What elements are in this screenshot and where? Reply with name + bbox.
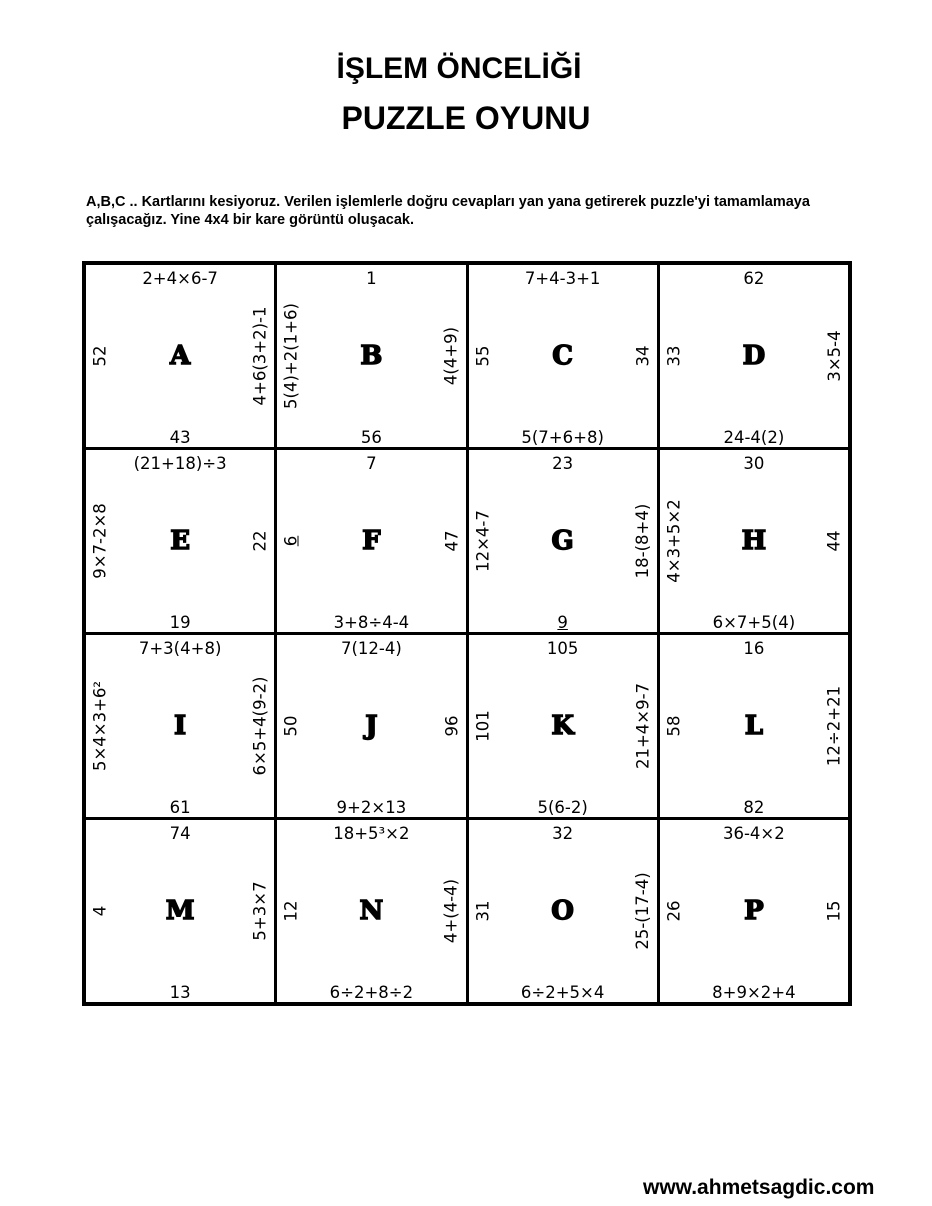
card-right-label: 6×5+4(9-2) [250, 676, 270, 776]
card-bottom-label: 6÷2+8÷2 [329, 983, 414, 1002]
card-right-label: 18-(8+4) [633, 503, 653, 579]
puzzle-card-l [660, 635, 848, 817]
card-letter: K [551, 711, 574, 741]
puzzle-card-g [469, 450, 657, 632]
card-letter: E [170, 526, 191, 556]
card-letter: F [362, 526, 381, 556]
card-top-label: 1 [366, 269, 377, 288]
puzzle-card-m [86, 820, 274, 1002]
card-letter: J [365, 711, 378, 741]
puzzle-grid [82, 261, 852, 1006]
card-bottom-label: 3+8÷4-4 [333, 613, 410, 632]
card-letter: N [359, 896, 384, 926]
card-letter: M [165, 896, 195, 926]
card-right-label: 3×5-4 [824, 330, 844, 382]
puzzle-card-c [469, 265, 657, 447]
puzzle-card-f [277, 450, 465, 632]
card-top-label: 36-4×2 [722, 824, 785, 843]
card-left-label: 31 [473, 900, 492, 922]
card-left-label: 52 [90, 345, 110, 367]
card-right-label: 44 [824, 530, 844, 552]
instructions-text: A,B,C .. Kartlarını kesiyoruz. Verilen işlemlerle doğru cevapları yan yana getirerek puzzle'yi tamamlamaya çalışacağız. Yine 4x4 bir kare görüntü oluşacak. [86, 194, 810, 228]
card-right-label: 15 [824, 900, 844, 922]
card-bottom-label: 24-4(2) [723, 428, 785, 447]
card-right-label: 47 [442, 530, 461, 552]
card-left-label: 4 [90, 905, 110, 917]
card-left-label: 4×3+5×2 [664, 499, 684, 583]
card-left-label: 5×4×3+6² [90, 680, 110, 772]
page-title-line1: İŞLEM ÖNCELİĞİ [336, 52, 582, 85]
card-right-label: 4(4+9) [442, 326, 461, 386]
website-footer: www.ahmetsagdic.com [643, 1176, 875, 1199]
card-left-label: 26 [664, 900, 684, 922]
card-right-label: 21+4×9-7 [633, 682, 653, 770]
card-top-label: 74 [169, 824, 191, 843]
card-top-label: 62 [743, 269, 765, 288]
card-left-label: 50 [281, 715, 301, 737]
card-bottom-label: 5(7+6+8) [521, 428, 604, 447]
card-letter: G [551, 526, 574, 556]
card-bottom-label: 61 [169, 798, 191, 817]
card-left-label: 33 [664, 345, 684, 367]
puzzle-card-h [660, 450, 848, 632]
card-top-label: 7(12-4) [340, 639, 402, 658]
puzzle-card-k [469, 635, 657, 817]
card-top-label: (21+18)÷3 [133, 454, 227, 473]
card-bottom-label: 43 [169, 428, 191, 447]
card-top-label: 16 [743, 639, 765, 658]
card-left-label: 58 [664, 715, 684, 737]
puzzle-card-p [660, 820, 848, 1002]
card-letter: L [744, 711, 764, 741]
card-bottom-label: 13 [169, 983, 191, 1002]
card-bottom-label: 8+9×2+4 [712, 983, 796, 1002]
puzzle-card-i [86, 635, 274, 817]
card-letter: O [551, 896, 574, 926]
card-letter: D [742, 341, 766, 371]
card-left-label: 9×7-2×8 [90, 503, 110, 579]
puzzle-card-j [277, 635, 465, 817]
card-bottom-label: 9 [557, 613, 568, 632]
card-left-label: 55 [473, 345, 492, 367]
puzzle-card-n [277, 820, 465, 1002]
card-bottom-label: 6÷2+5×4 [520, 983, 605, 1002]
card-top-label: 105 [546, 639, 579, 658]
puzzle-card-e [86, 450, 274, 632]
card-bottom-label: 19 [169, 613, 191, 632]
card-top-label: 18+5³×2 [333, 824, 410, 843]
card-left-label: 5(4)+2(1+6) [281, 303, 301, 409]
card-right-label: 25-(17-4) [633, 872, 653, 950]
card-left-label: 6 [281, 535, 301, 547]
card-bottom-label: 5(6-2) [537, 798, 588, 817]
card-right-label: 5+3×7 [250, 881, 270, 941]
card-letter: B [360, 341, 383, 371]
page-title-line2: PUZZLE OYUNU [341, 100, 591, 136]
card-right-label: 4+6(3+2)-1 [250, 306, 270, 406]
puzzle-card-b [277, 265, 465, 447]
card-letter: I [174, 711, 187, 741]
card-letter: P [744, 896, 764, 926]
card-left-label: 12 [281, 900, 301, 922]
card-top-label: 7 [366, 454, 377, 473]
card-bottom-label: 56 [360, 428, 382, 447]
card-top-label: 7+3(4+8) [138, 639, 222, 658]
card-left-label: 101 [473, 710, 492, 742]
card-top-label: 32 [552, 824, 574, 843]
puzzle-card-o [469, 820, 657, 1002]
card-right-label: 34 [633, 345, 653, 367]
puzzle-card-d [660, 265, 848, 447]
card-bottom-label: 82 [743, 798, 765, 817]
card-top-label: 30 [743, 454, 765, 473]
card-right-label: 22 [250, 530, 270, 552]
card-top-label: 23 [552, 454, 574, 473]
card-top-label: 7+4-3+1 [524, 269, 601, 288]
puzzle-card-a [86, 265, 274, 447]
card-right-label: 12÷2+21 [824, 685, 844, 767]
card-letter: C [552, 341, 573, 371]
card-letter: H [741, 526, 767, 556]
card-bottom-label: 9+2×13 [336, 798, 407, 817]
card-left-label: 12×4-7 [473, 510, 492, 572]
card-letter: A [170, 341, 191, 371]
card-right-label: 96 [442, 715, 461, 737]
card-bottom-label: 6×7+5(4) [712, 613, 796, 632]
card-top-label: 2+4×6-7 [142, 269, 218, 288]
card-right-label: 4+(4-4) [442, 878, 461, 944]
